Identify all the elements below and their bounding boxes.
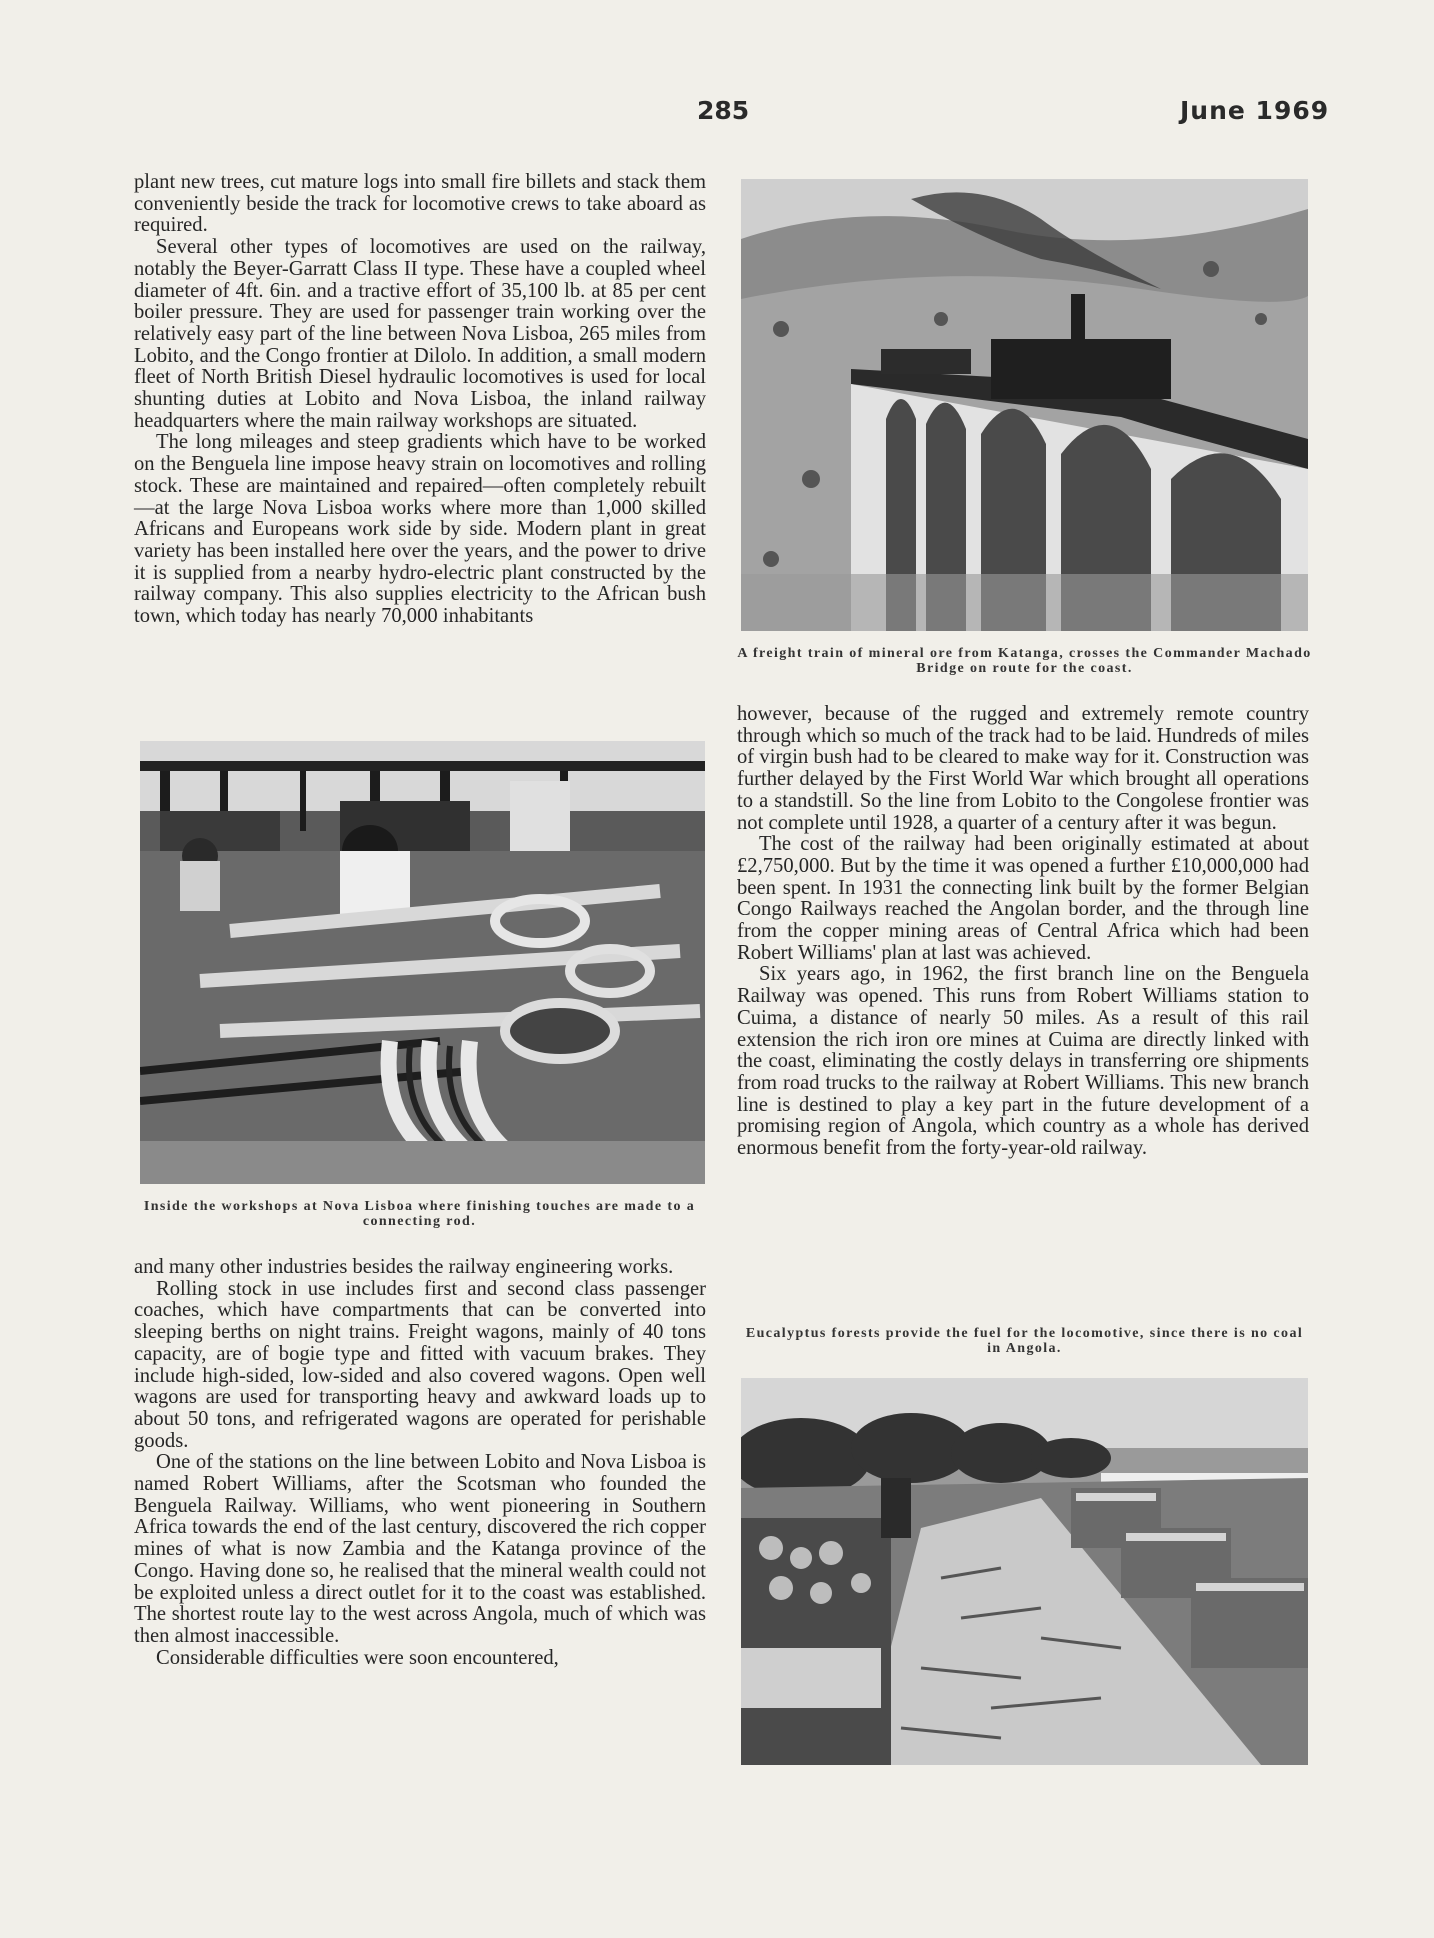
paragraph: Several other types of locomotives are used on the railway, notably the Beyer-Garratt Class II type. These have a coupled wheel diameter of 4ft. 6in. and a tractive effort of 35,100 lb. at 85 per cent boiler pressure. They are used for passenger train working over the relatively easy part of the line between Nova Lisboa, 265 miles from Lobito, and the Congo frontier at Dilolo. In addition, a small modern fleet of North British Diesel hydraulic locomotives is used for local shunting duties at Lobito and Nova Lisboa, the inland railway headquarters where the main railway workshops are situated. (134, 236, 706, 432)
left-column-top-text (134, 172, 706, 628)
left-column-bottom-text (134, 1257, 706, 1669)
right-column-text (737, 704, 1309, 1160)
paragraph: Six years ago, in 1962, the first branch line on the Benguela Railway was opened. This runs from Robert Williams station to Cuima, a distance of nearly 50 miles. As a result of this rail extension the rich iron ore mines at Cuima are directly linked with the coast, eliminating the costly delays in transferring ore shipments from road trucks to the railway at Robert Williams. This new branch line is destined to play a key part in the future development of a promising region of Angola, which country as a whole has derived enormous benefit from the forty-year-old railway. (737, 963, 1309, 1160)
eucalyptus-photo (741, 1378, 1308, 1765)
paragraph: plant new trees, cut mature logs into small fire billets and stack them conveniently beside the track for locomotive crews to take aboard as required. (134, 171, 706, 237)
page-number: 285 (697, 96, 750, 125)
paragraph: The long mileages and steep gradients which have to be worked on the Benguela line impose heavy strain on locomotives and rolling stock. These are maintained and repaired—often completely rebuilt—at the large Nova Lisboa works where more than 1,000 skilled Africans and Europeans work side by side. Modern plant in great variety has been installed here over the years, and the power to drive it is supplied from a nearby hydro-electric plant constructed by the railway company. This also supplies electricity to the African bush town, which today has nearly 70,000 inhabitants (134, 431, 706, 628)
workshop-caption: Inside the workshops at Nova Lisboa where finishing touches are made to a connecting rod. (143, 1199, 696, 1229)
eucalyptus-caption: Eucalyptus forests provide the fuel for the locomotive, since there is no coal in Angola. (745, 1326, 1304, 1356)
paragraph: One of the stations on the line between Lobito and Nova Lisboa is named Robert Williams, after the Scotsman who founded the Benguela Railway. Williams, who went pioneering in Southern Africa towards the end of the last century, discovered the rich copper mines of what is now Zambia and the Katanga province of the Congo. Having done so, he realised that the mineral wealth could not be exploited unless a direct outlet for it to the coast was established. The shortest route lay to the west across Angola, much of which was then almost inaccessible. (134, 1451, 706, 1647)
bridge-photo (741, 179, 1308, 631)
workshop-photo (140, 741, 705, 1184)
issue-date: June 1969 (1180, 96, 1330, 125)
bridge-caption: A freight train of mineral ore from Katanga, crosses the Commander Machado Bridge on route for the coast. (737, 646, 1312, 676)
paragraph: however, because of the rugged and extremely remote country through which so much of the track had to be laid. Hundreds of miles of virgin bush had to be cleared to make way for it. Construction was further delayed by the First World War which brought all operations to a standstill. So the line from Lobito to the Congolese frontier was not complete until 1928, a quarter of a century after it was begun. (737, 703, 1309, 834)
paragraph: Rolling stock in use includes first and second class passenger coaches, which have compartments that can be converted into sleeping berths on night trains. Freight wagons, mainly of 40 tons capacity, are of bogie type and fitted with vacuum brakes. They include high-sided, low-sided and also covered wagons. Open well wagons are used for transporting heavy and awkward loads up to about 50 tons, and refrigerated wagons are operated for perishable goods. (134, 1277, 706, 1452)
paragraph: Considerable difficulties were soon encountered, (156, 1646, 559, 1669)
paragraph: and many other industries besides the railway engineering works. (134, 1256, 674, 1278)
paragraph: The cost of the railway had been originally estimated at about £2,750,000. But by the time it was opened a further £10,000,000 had been spent. In 1931 the connecting link built by the former Belgian Congo Railways reached the Angolan border, and the through line from the copper mining areas of Central Africa which had been Robert Williams' plan at last was achieved. (737, 833, 1309, 964)
